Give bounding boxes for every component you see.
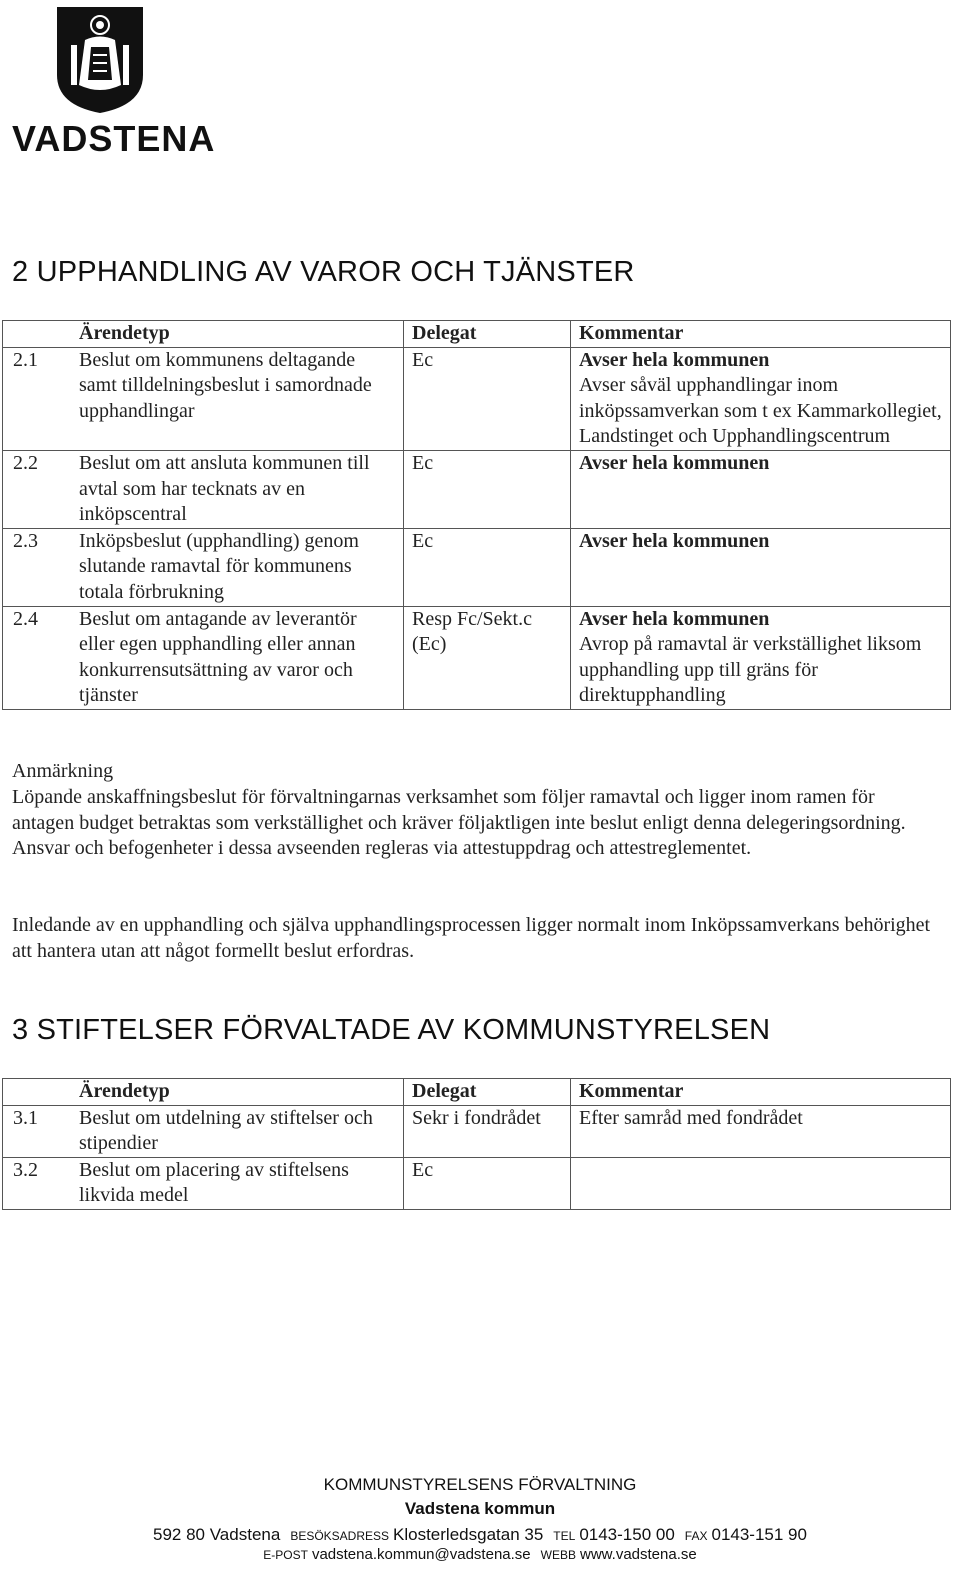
delegation-table-section-3 — [2, 1078, 951, 1210]
row-arendetyp: Beslut om placering av stiftelsens likvida medel — [71, 1157, 404, 1209]
kommentar-text: Avser såväl upphandlingar inom inköpssamverkan som t ex Kammarkollegiet, Landstinget och Upphandlingscentrum — [579, 374, 942, 448]
kommentar-bold: Avser hela kommunen — [579, 607, 770, 630]
header-kommentar: Kommentar — [571, 1079, 951, 1106]
table-row — [3, 606, 951, 709]
row-number: 2.3 — [3, 528, 72, 606]
row-number: 2.4 — [3, 606, 72, 709]
vadstena-coat-of-arms-logo — [55, 5, 145, 115]
row-kommentar — [571, 606, 951, 709]
kommentar-bold: Avser hela kommunen — [579, 529, 770, 552]
row-arendetyp: Beslut om att ansluta kommunen till avtal som har tecknats av en inköpscentral — [71, 450, 404, 528]
footer-email-label: E-POST — [263, 1548, 308, 1562]
row-kommentar — [571, 1157, 951, 1209]
row-delegat: Resp Fc/Sekt.c (Ec) — [404, 606, 571, 709]
footer-fax-label: FAX — [684, 1529, 708, 1543]
row-arendetyp: Beslut om utdelning av stiftelser och stipendier — [71, 1105, 404, 1157]
row-number: 3.2 — [3, 1157, 72, 1209]
row-delegat: Ec — [404, 450, 571, 528]
header-arendetyp: Ärendetyp — [71, 1079, 404, 1106]
row-kommentar — [571, 528, 951, 606]
kommentar-bold: Avser hela kommunen — [579, 451, 770, 474]
row-delegat: Ec — [404, 1157, 571, 1209]
remark-paragraph-1: Löpande anskaffningsbeslut för förvaltningarnas verksamhet som följer ramavtal och ligger inom ramen för antagen budget betraktas som verkställighet och kräver följaktligen inte beslut enligt denna delegeringsordning. Ansvar och befogenheter i dessa avseenden regleras via attestuppdrag och attestreglementet. — [12, 786, 906, 860]
row-arendetyp: Beslut om kommunens deltagande samt tilldelningsbeslut i samordnade upphandlingar — [71, 347, 404, 450]
footer-web-label: WEBB — [540, 1548, 576, 1562]
row-kommentar — [571, 450, 951, 528]
row-number: 2.1 — [3, 347, 72, 450]
table-row — [3, 450, 951, 528]
header-num — [3, 1079, 72, 1106]
row-number: 3.1 — [3, 1105, 72, 1157]
row-delegat: Sekr i fondrådet — [404, 1105, 571, 1157]
logo-wordmark: VADSTENA — [12, 118, 216, 159]
footer-visit-label: BESÖKSADRESS — [290, 1529, 390, 1543]
row-arendetyp: Beslut om antagande av leverantör eller egen upphandling eller annan konkurrensutsättning av varor och tjänster — [71, 606, 404, 709]
footer-address-line — [0, 1525, 960, 1545]
section-3-title: 3 STIFTELSER FÖRVALTADE AV KOMMUNSTYRELSEN — [12, 1014, 771, 1046]
row-number: 2.2 — [3, 450, 72, 528]
table-row — [3, 1105, 951, 1157]
row-delegat: Ec — [404, 347, 571, 450]
header-kommentar: Kommentar — [571, 321, 951, 348]
row-kommentar: Efter samråd med fondrådet — [571, 1105, 951, 1157]
section-2-title: 2 UPPHANDLING AV VAROR OCH TJÄNSTER — [12, 256, 635, 288]
delegation-table-section-2 — [2, 320, 951, 710]
kommentar-text: Avrop på ramavtal är verkställighet liksom upphandling upp till gräns för direktupphandling — [579, 633, 922, 707]
footer-email-link[interactable]: vadstena.kommun@vadstena.se — [311, 1546, 531, 1563]
row-delegat: Ec — [404, 528, 571, 606]
header-delegat: Delegat — [404, 1079, 571, 1106]
row-kommentar — [571, 347, 951, 450]
footer-contact-line — [0, 1546, 960, 1563]
remark-heading: Anmärkning — [12, 760, 114, 782]
table-row — [3, 347, 951, 450]
footer-tel-label: TEL — [553, 1529, 576, 1543]
footer-department: KOMMUNSTYRELSENS FÖRVALTNING — [323, 1475, 637, 1494]
footer-visit-address: Klosterledsgatan 35 — [393, 1525, 544, 1544]
footer-postal: 592 80 Vadstena — [153, 1525, 281, 1544]
table-header-row — [3, 1079, 951, 1106]
header-delegat: Delegat — [404, 321, 571, 348]
kommentar-bold: Avser hela kommunen — [579, 348, 770, 371]
remark-paragraph-2: Inledande av en upphandling och själva upphandlingsprocessen ligger normalt inom Inköpssamverkans behörighet att hantera utan att något formellt beslut erfordras. — [12, 914, 931, 962]
row-arendetyp: Inköpsbeslut (upphandling) genom slutande ramavtal för kommunens totala förbrukning — [71, 528, 404, 606]
header-num — [3, 321, 72, 348]
footer-tel: 0143-150 00 — [579, 1525, 675, 1544]
footer-web-link[interactable]: www.vadstena.se — [579, 1546, 697, 1563]
table-row — [3, 528, 951, 606]
table-row — [3, 1157, 951, 1209]
table-header-row — [3, 321, 951, 348]
footer-fax: 0143-151 90 — [711, 1525, 807, 1544]
page-footer — [0, 1475, 960, 1563]
footer-municipality: Vadstena kommun — [404, 1499, 556, 1518]
header-arendetyp: Ärendetyp — [71, 321, 404, 348]
